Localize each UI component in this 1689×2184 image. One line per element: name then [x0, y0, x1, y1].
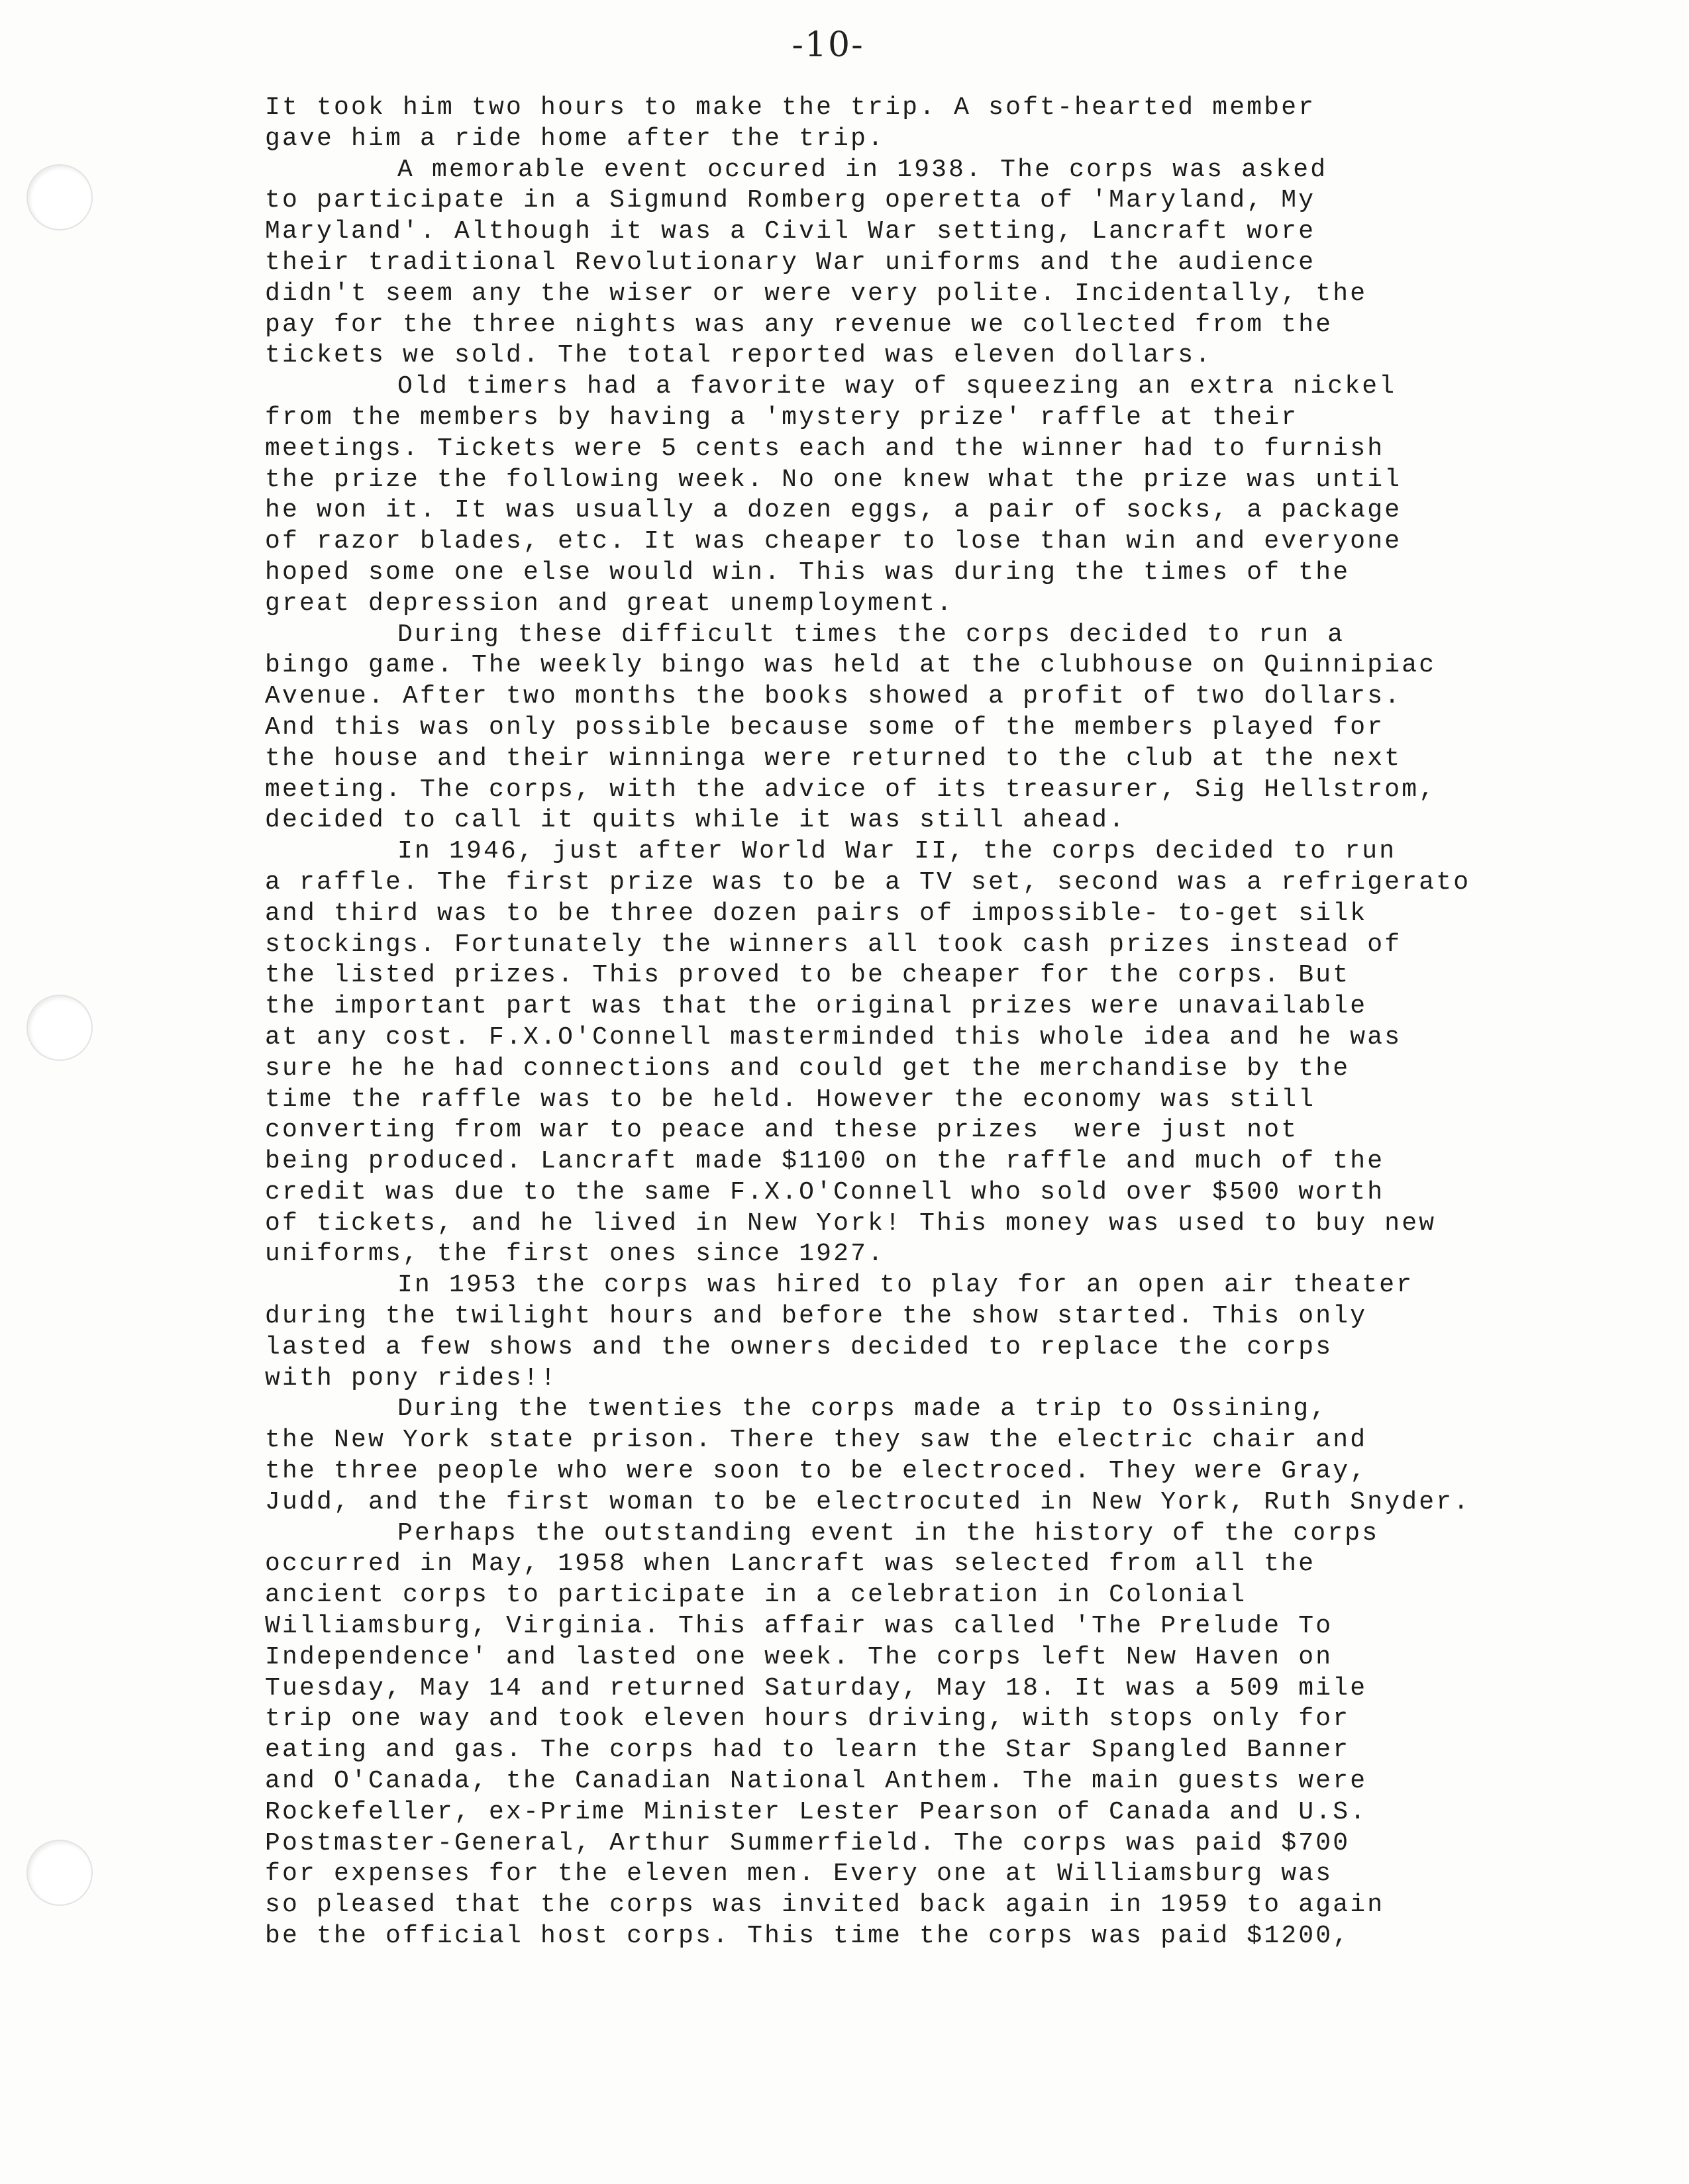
text-line: gave him a ride home after the trip.: [265, 124, 886, 153]
text-line: Tuesday, May 14 and returned Saturday, May 18. It was a 509 mile: [265, 1673, 1368, 1703]
text-line: eating and gas. The corps had to learn the Star Spangled Banner: [265, 1736, 1351, 1765]
text-line: During the twenties the corps made a trip to Ossining,: [397, 1395, 1328, 1424]
text-line: trip one way and took eleven hours driving, with stops only for: [265, 1705, 1351, 1734]
punch-hole-top: [26, 164, 93, 230]
body-text: [265, 93, 1643, 1952]
text-line: In 1953 the corps was hired to play for an open air theater: [397, 1271, 1414, 1300]
text-line: meeting. The corps, with the advice of its treasurer, Sig Hellstrom,: [265, 775, 1437, 804]
text-line: for expenses for the eleven men. Every one at Williamsburg was: [265, 1860, 1333, 1889]
text-line: during the twilight hours and before the show started. This only: [265, 1302, 1368, 1331]
text-line: with pony rides!!: [265, 1364, 558, 1393]
text-line: tickets we sold. The total reported was eleven dollars.: [265, 341, 1213, 370]
text-line: A memorable event occured in 1938. The corps was asked: [397, 155, 1328, 184]
punch-hole-bottom: [26, 1840, 93, 1906]
text-line: being produced. Lancraft made $1100 on the raffle and much of the: [265, 1147, 1385, 1176]
text-line: their traditional Revolutionary War uniforms and the audience: [265, 248, 1316, 277]
text-line: Williamsburg, Virginia. This affair was called 'The Prelude To: [265, 1612, 1333, 1641]
text-line: Perhaps the outstanding event in the history of the corps: [397, 1518, 1380, 1548]
text-line: decided to call it quits while it was still ahead.: [265, 806, 1127, 835]
text-line: During these difficult times the corps decided to run a: [397, 620, 1345, 649]
text-line: great depression and great unemployment.: [265, 589, 954, 618]
text-line: lasted a few shows and the owners decided to replace the corps: [265, 1332, 1333, 1362]
text-line: hoped some one else would win. This was during the times of the: [265, 558, 1351, 587]
text-line: pay for the three nights was any revenue we collected from the: [265, 310, 1333, 339]
text-line: the New York state prison. There they saw the electric chair and: [265, 1426, 1368, 1455]
text-line: and third was to be three dozen pairs of impossible- to-get silk: [265, 899, 1368, 928]
text-line: Old timers had a favorite way of squeezing an extra nickel: [397, 372, 1397, 401]
text-line: he won it. It was usually a dozen eggs, a pair of socks, a package: [265, 496, 1402, 525]
text-line: meetings. Tickets were 5 cents each and the winner had to furnish: [265, 434, 1385, 463]
text-line: sure he he had connections and could get the merchandise by the: [265, 1054, 1351, 1083]
text-line: Rockefeller, ex-Prime Minister Lester Pearson of Canada and U.S.: [265, 1797, 1368, 1826]
text-line: bingo game. The weekly bingo was held at the clubhouse on Quinnipiac: [265, 651, 1437, 680]
text-line: and O'Canada, the Canadian National Anthem. The main guests were: [265, 1767, 1368, 1796]
text-line: of tickets, and he lived in New York! This money was used to buy new: [265, 1209, 1437, 1238]
text-line: a raffle. The first prize was to be a TV set, second was a refrigerato: [265, 868, 1471, 897]
text-line: Postmaster-General, Arthur Summerfield. The corps was paid $700: [265, 1828, 1351, 1858]
text-line: stockings. Fortunately the winners all took cash prizes instead of: [265, 930, 1402, 959]
text-line: of razor blades, etc. It was cheaper to lose than win and everyone: [265, 527, 1402, 556]
text-line: In 1946, just after World War II, the corps decided to run: [397, 837, 1397, 866]
text-line: And this was only possible because some of the members played for: [265, 713, 1385, 742]
text-line: occurred in May, 1958 when Lancraft was selected from all the: [265, 1550, 1316, 1579]
punch-hole-middle: [26, 995, 93, 1061]
text-line: the three people who were soon to be electroced. They were Gray,: [265, 1457, 1368, 1486]
text-line: be the official host corps. This time the corps was paid $1200,: [265, 1922, 1351, 1951]
text-line: It took him two hours to make the trip. A soft-hearted member: [265, 93, 1316, 122]
text-line: the listed prizes. This proved to be cheaper for the corps. But: [265, 961, 1351, 990]
text-line: converting from war to peace and these prizes were just not: [265, 1116, 1299, 1145]
text-line: to participate in a Sigmund Romberg operetta of 'Maryland, My: [265, 186, 1316, 215]
text-line: credit was due to the same F.X.O'Connell who sold over $500 worth: [265, 1177, 1385, 1207]
text-line: uniforms, the first ones since 1927.: [265, 1240, 886, 1269]
text-line: the important part was that the original prizes were unavailable: [265, 992, 1368, 1021]
text-line: Maryland'. Although it was a Civil War setting, Lancraft wore: [265, 217, 1316, 246]
text-line: Independence' and lasted one week. The corps left New Haven on: [265, 1642, 1333, 1671]
text-line: the house and their winninga were returned to the club at the next: [265, 744, 1402, 773]
text-line: the prize the following week. No one knew what the prize was until: [265, 465, 1402, 494]
text-line: from the members by having a 'mystery prize' raffle at their: [265, 403, 1299, 432]
text-line: Judd, and the first woman to be electrocuted in New York, Ruth Snyder.: [265, 1487, 1471, 1516]
text-line: ancient corps to participate in a celebration in Colonial: [265, 1581, 1247, 1610]
text-line: so pleased that the corps was invited back again in 1959 to again: [265, 1891, 1385, 1920]
page-number: -10-: [792, 25, 864, 65]
text-line: at any cost. F.X.O'Connell masterminded this whole idea and he was: [265, 1022, 1402, 1052]
text-line: Avenue. After two months the books showed a profit of two dollars.: [265, 682, 1402, 711]
text-line: didn't seem any the wiser or were very polite. Incidentally, the: [265, 279, 1368, 308]
text-line: time the raffle was to be held. However the economy was still: [265, 1085, 1316, 1114]
